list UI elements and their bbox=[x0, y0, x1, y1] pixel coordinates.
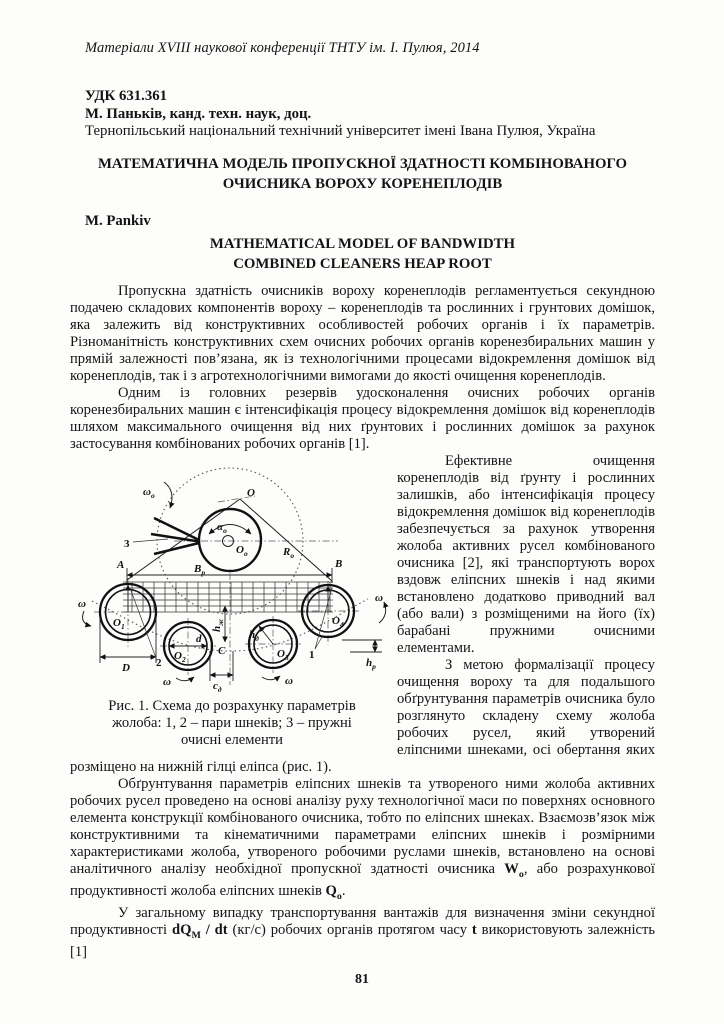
omega-arrow-O1 bbox=[83, 611, 91, 626]
omega-arrow-O4 bbox=[379, 602, 386, 623]
label-two: 2 bbox=[156, 656, 162, 669]
title-ukrainian bbox=[70, 154, 655, 194]
label-O-apex: O bbox=[247, 486, 255, 499]
label-c-d: $c_д$ bbox=[213, 679, 222, 694]
omega-o-arrow bbox=[164, 482, 172, 508]
label-A: A bbox=[117, 558, 125, 571]
p5-text-1: Обґрунтування параметрів еліпсних шнеків та утвореного ними жолоба активних робочих русел проведено на основі аналізу руху технологічної маси по поверхнях основного елемента конструкції комбінованого очисника, тобто по еліпсних шнеках. Взаємозв’язок між конструктивними та кінематичними параметрами еліпсних шнеків і розмірними характеристиками жолоба, утвореного робочими руслами шнеків, встановлено на основі аналітичного аналізу необхідної пропускної здатності очисника bbox=[70, 775, 655, 877]
label-O4: $O_4$ bbox=[332, 614, 344, 629]
caption-line1: Рис. 1. Схема до розрахунку параметрів bbox=[108, 697, 356, 714]
dimension-hp bbox=[342, 640, 382, 652]
label-D: D bbox=[122, 661, 130, 674]
paragraph-3: Ефективне очищення коренеплодів від ґрунту і рослинних залишків, або інтенсифікація процесу відокремлення домішок від коренеплодів забезпечується за рахунок утворення жолоба активних русел комбінованого очисника [2], які транспортують ворох вздовж еліпсних шнеків і над якими встановлено додатково приводний вал (або вали) з розміщеними на його (їх) барабані пружними очисними елементами. bbox=[397, 452, 655, 656]
label-O2: $O_2$ bbox=[174, 649, 186, 664]
label-omega-1: ω bbox=[78, 597, 86, 610]
label-three: 3 bbox=[124, 537, 130, 550]
paragraph-5 bbox=[70, 776, 655, 905]
omega-arrow-O2 bbox=[176, 677, 194, 681]
screw-O4 bbox=[298, 581, 360, 645]
label-B-p: $B_р$ bbox=[194, 562, 206, 577]
affiliation: Тернопільський національний технічний університет імені Івана Пулюя, Україна bbox=[85, 123, 596, 140]
title-ua-line2: ОЧИСНИКА ВОРОХУ КОРЕНЕПЛОДІВ bbox=[222, 175, 503, 192]
caption-line2: жолоба: 1, 2 – пари шнеків; 3 – пружні bbox=[112, 714, 352, 731]
figure-1-diagram bbox=[70, 455, 394, 695]
screw-O2 bbox=[160, 618, 216, 675]
label-h-d: $h_д$ bbox=[249, 628, 259, 643]
label-O1: $O_1$ bbox=[113, 616, 125, 631]
title-english bbox=[70, 234, 655, 274]
caption-line3: очисні елементи bbox=[180, 731, 283, 748]
dimension-hd bbox=[259, 626, 273, 644]
page-number: 81 bbox=[355, 972, 369, 987]
label-d: d bbox=[196, 632, 202, 645]
title-en-line1: MATHEMATICAL MODEL OF BANDWIDTH bbox=[209, 235, 516, 252]
p6-text-1: У загальному випадку транспортування вантажів для визначення зміни секундної продуктивності bbox=[70, 904, 655, 938]
p5-text-2: , або розрахункової продуктивності жолоба еліпсних шнеків bbox=[70, 860, 655, 899]
udc-code: УДК 631.361 bbox=[85, 88, 168, 104]
label-omega-3: ω bbox=[285, 674, 293, 687]
figure-1 bbox=[70, 455, 394, 749]
article-body bbox=[70, 283, 655, 961]
label-omega-4: ω bbox=[375, 591, 383, 604]
paragraph-1: Пропускна здатність очисників вороху коренеплодів регламентується секундною подачею складових компонентів вороху – коренеплодів та рослинних і грунтових домішок, яка залежить від конструктивних особливостей робочих органів і їх параметрів. Різноманітність конструктивних схем очисних робочих органів коренезбиральних машин у прямій залежності пов’язана, як із технологічними процесами відокремлення домішок від коренеплодів, так і з агротехнологічними вимогами до якості очищення коренеплодів. bbox=[70, 282, 655, 384]
label-alpha-o: $\alpha_о$ bbox=[217, 520, 227, 535]
label-omega-2: ω bbox=[163, 675, 171, 688]
conference-header: Матеріали XVIII наукової конференції ТНТУ ім. І. Пулюя, 2014 bbox=[85, 40, 480, 56]
p5-text-3: . bbox=[341, 882, 346, 899]
drum-circle bbox=[199, 509, 261, 571]
label-O-o: $O_о$ bbox=[236, 543, 248, 558]
author-ua: М. Паньків, канд. техн. наук, доц. bbox=[85, 105, 312, 122]
p6-text-3: використовують залежність [1] bbox=[70, 921, 656, 960]
label-C: C bbox=[218, 644, 226, 657]
paragraph-2: Одним із головних резервів удосконалення очисних робочих органів коренезбиральних машин є інтенсифікація процесу відокремлення домішок від коренеплодів шляхом максимального очищення від них ґрунтових і рослинних домішок за рахунок застосування комбінованих робочих органів [1]. bbox=[70, 384, 655, 452]
figure-1-caption bbox=[70, 698, 394, 749]
omega-arrow-O3 bbox=[262, 676, 280, 680]
formula-Wo: $W_о$ bbox=[504, 860, 524, 880]
formula-t: t bbox=[471, 921, 477, 938]
formula-Qo: $Q_о$ bbox=[325, 882, 342, 902]
label-R-o: $R_о$ bbox=[283, 545, 295, 560]
label-B: B bbox=[335, 557, 343, 570]
p6-text-2: (кг/с) робочих органів протягом часу bbox=[227, 921, 472, 938]
paragraph-4: З метою формалізації процесу очищення вороху та для подальшого обґрунтування параметрів очисника було розглянуто складену схему жолоба робочих русел, який утворений еліпсними шнеками, осі обертання яких розміщено на нижній гілці еліпса (рис. 1). bbox=[70, 656, 655, 775]
label-O3: $O_3$ bbox=[277, 647, 289, 662]
label-one: 1 bbox=[309, 648, 315, 661]
alpha-arc bbox=[209, 524, 251, 534]
title-ua-line1: МАТЕМАТИЧНА МОДЕЛЬ ПРОПУСКНОЇ ЗДАТНОСТІ КОМБІНОВАНОГО bbox=[97, 155, 628, 172]
meta-block bbox=[85, 88, 655, 141]
label-h-p: $h_р$ bbox=[366, 656, 376, 671]
label-h-zh: $h_ж$ bbox=[211, 618, 225, 632]
screw-O3 bbox=[245, 616, 301, 673]
formula-dQdt: $dQ_М$ / dt bbox=[171, 921, 228, 941]
elastic-elements bbox=[133, 518, 199, 554]
paragraph-6 bbox=[70, 905, 655, 961]
author-en: M. Pankiv bbox=[85, 212, 151, 229]
title-en-line2: COMBINED CLEANERS HEAP ROOT bbox=[233, 255, 492, 272]
label-omega-o: $\omega_о$ bbox=[143, 485, 155, 500]
